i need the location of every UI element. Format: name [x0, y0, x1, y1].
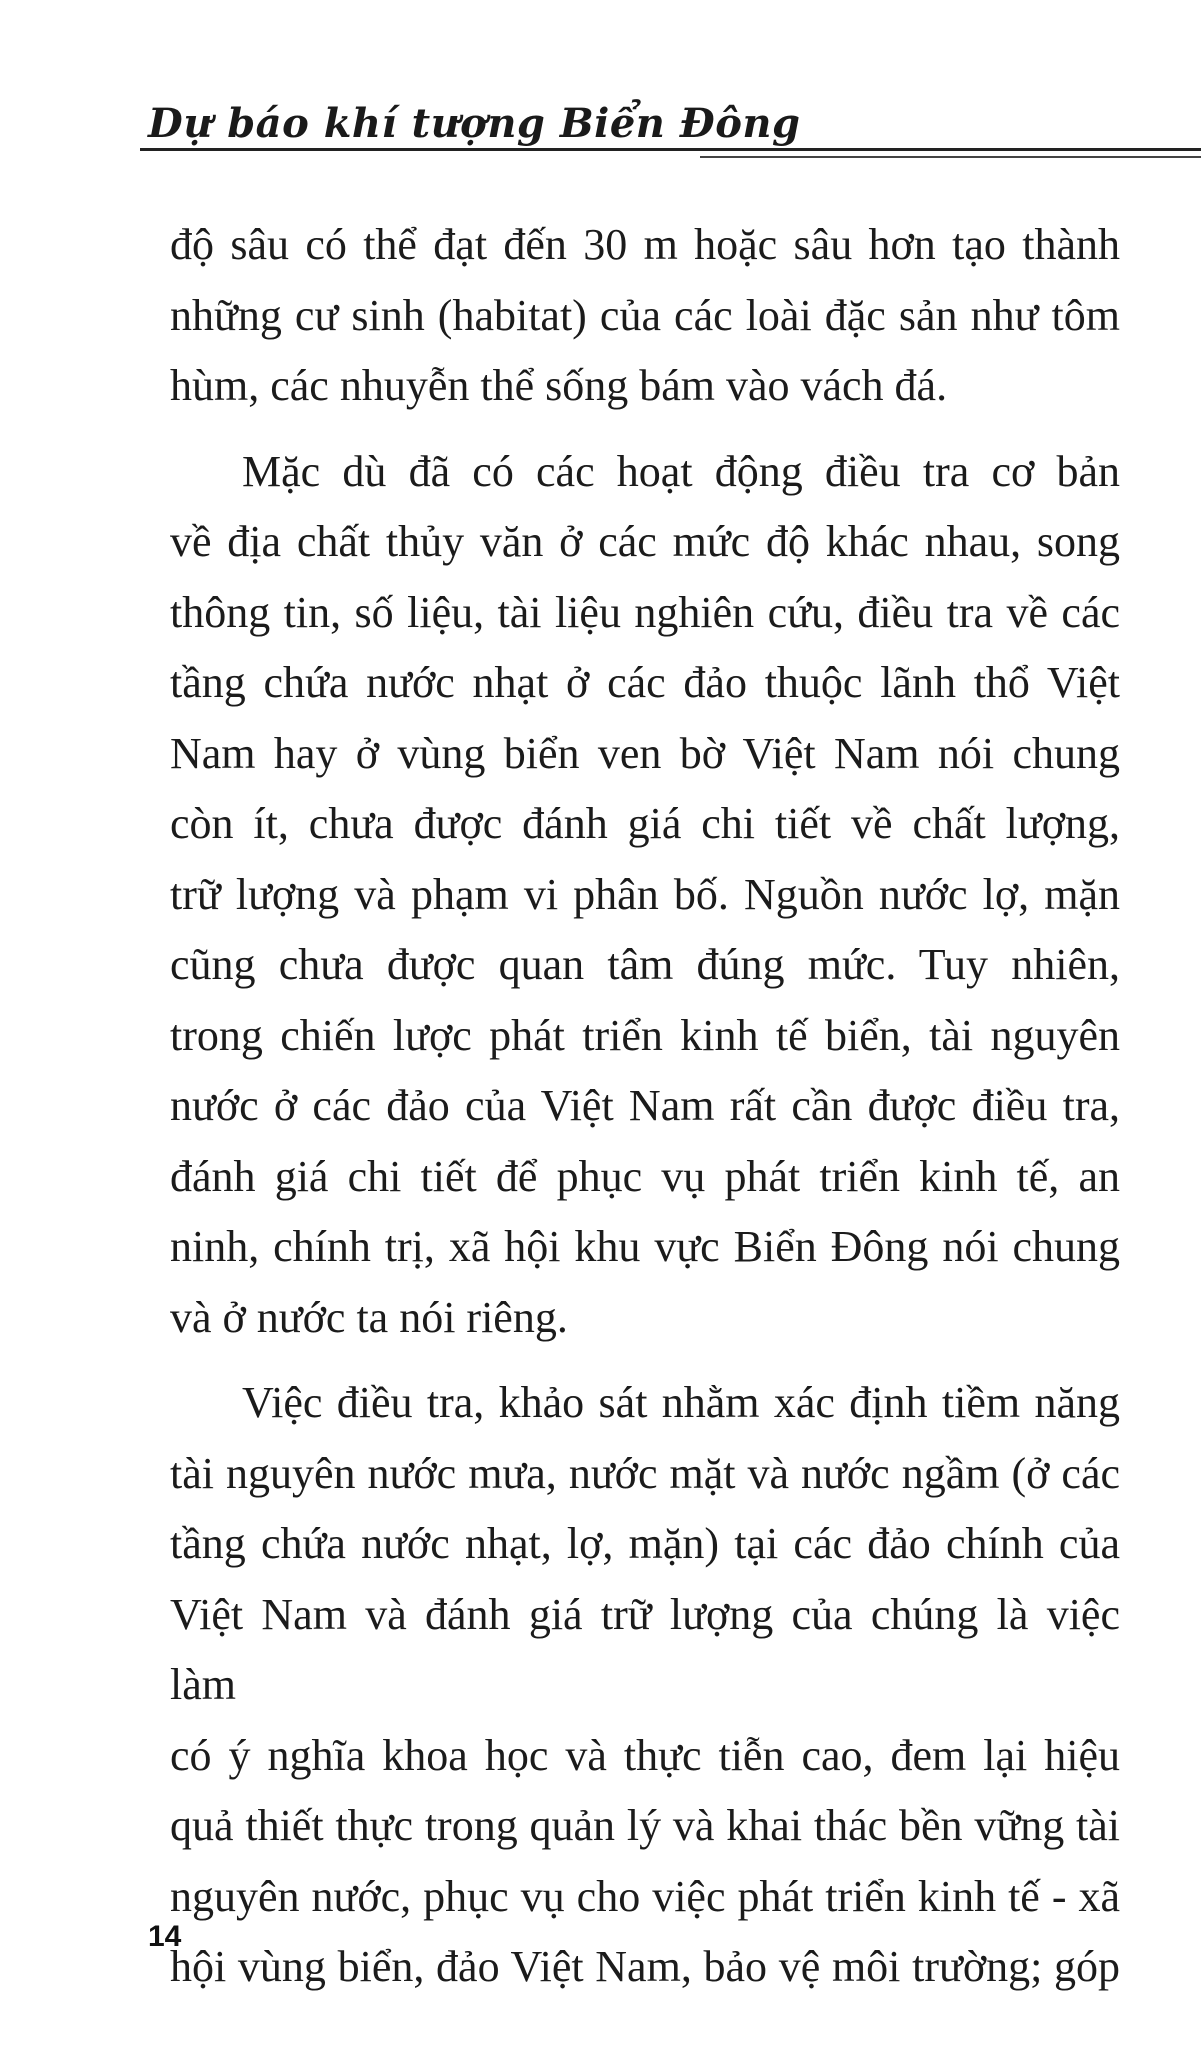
text-line: hùm, các nhuyễn thể sống bám vào vách đá. — [170, 361, 948, 410]
text-line: độ sâu có thể đạt đến 30 m hoặc sâu hơn tạo thành — [170, 220, 1120, 269]
text-line: đánh giá chi tiết để phục vụ phát triển kinh tế, an — [170, 1151, 1120, 1201]
text-line: nước ở các đảo của Việt Nam rất cần được điều tra, — [170, 1081, 1120, 1130]
text-line: Việc điều tra, khảo sát nhằm xác định tiềm năng — [242, 1378, 1120, 1427]
text-line: tầng chứa nước nhạt ở các đảo thuộc lãnh thổ Việt — [170, 658, 1120, 707]
body-text — [170, 210, 1120, 2003]
paragraph-2 — [170, 437, 1120, 1354]
text-line: những cư sinh (habitat) của các loài đặc sản như tôm — [170, 290, 1120, 340]
text-line: tầng chứa nước nhạt, lợ, mặn) tại các đảo chính của — [170, 1519, 1120, 1568]
paragraph-1 — [170, 210, 1120, 422]
running-header: Dự báo khí tượng Biển Đông — [148, 100, 801, 147]
text-line: Mặc dù đã có các hoạt động điều tra cơ bản — [242, 446, 1120, 496]
text-line: Việt Nam và đánh giá trữ lượng của chúng là việc làm — [170, 1589, 1120, 1709]
text-line: thông tin, số liệu, tài liệu nghiên cứu, điều tra về các — [170, 587, 1120, 637]
paragraph-3 — [170, 1368, 1120, 2003]
text-line: ninh, chính trị, xã hội khu vực Biển Đông nói chung — [170, 1222, 1120, 1271]
text-line: Nam hay ở vùng biển ven bờ Việt Nam nói chung — [170, 728, 1120, 778]
text-line: trữ lượng và phạm vi phân bố. Nguồn nước lợ, mặn — [170, 869, 1120, 919]
text-line: nguyên nước, phục vụ cho việc phát triển kinh tế - xã — [170, 1871, 1120, 1921]
text-line: cũng chưa được quan tâm đúng mức. Tuy nhiên, — [170, 940, 1120, 989]
text-line: trong chiến lược phát triển kinh tế biển, tài nguyên — [170, 1010, 1120, 1060]
text-line: về địa chất thủy văn ở các mức độ khác nhau, song — [170, 517, 1120, 566]
header-rule-line-secondary — [700, 156, 1201, 158]
page-number: 14 — [148, 1920, 182, 1953]
text-line: có ý nghĩa khoa học và thực tiễn cao, đem lại hiệu — [170, 1730, 1120, 1780]
text-line: còn ít, chưa được đánh giá chi tiết về chất lượng, — [170, 799, 1120, 848]
text-line: quả thiết thực trong quản lý và khai thác bền vững tài — [170, 1801, 1120, 1850]
text-line: hội vùng biển, đảo Việt Nam, bảo vệ môi trường; góp — [170, 1942, 1120, 1991]
text-line: tài nguyên nước mưa, nước mặt và nước ngầm (ở các — [170, 1448, 1120, 1498]
header-rule — [140, 148, 1201, 162]
header-rule-line — [140, 148, 1201, 151]
text-line: và ở nước ta nói riêng. — [170, 1292, 568, 1342]
